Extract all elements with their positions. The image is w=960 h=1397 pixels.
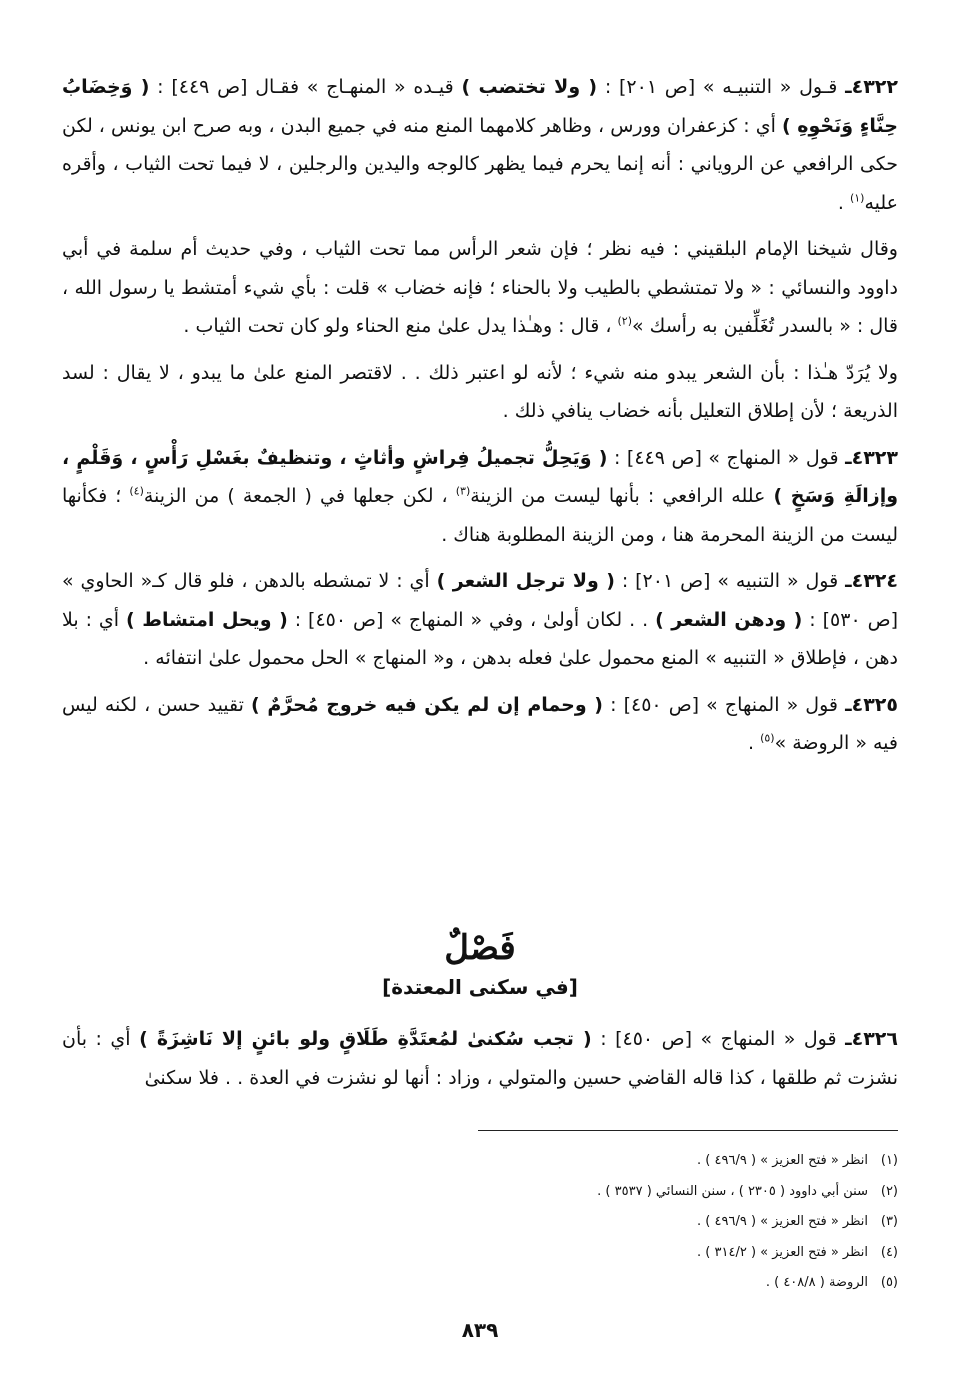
quoted-matn: ( ودهن الشعر ): [655, 608, 803, 631]
text-run: .: [747, 732, 761, 754]
text-run: علله الرافعي : بأنها ليست من الزينة: [470, 485, 766, 507]
paragraph-4326: [62, 1020, 898, 1097]
footnote-ref[interactable]: (٥): [760, 731, 775, 745]
footnote-3: [478, 1207, 898, 1238]
footnote-text: سنن أبي داوود ( ٢٣٠٥ ) ، سنن النسائي ( ٣٥٣٧ ) .: [597, 1183, 868, 1199]
entry-number: ٤٣٢٥ـ: [845, 693, 898, 716]
footnote-text: الروضة ( ٤٠٨/٨ ) .: [765, 1275, 868, 1290]
text-run: قول « المنهاج » [ص ٤٥٠] :: [603, 693, 838, 716]
text-run: ، لكن جعلها في ( الجمعة ) من الزينة: [143, 485, 456, 507]
paragraph-objection: [62, 354, 898, 431]
text-run: أي : لا تمشطه بالدهن ، فلو قال كـ« الحاوي » [ص ٥٣٠] :: [62, 570, 898, 631]
text-run: وقال شيخنا الإمام البلقيني : فيه نظر ؛ فإن شعر الرأس مما تحت الثياب ، وفي حديث أم سلمة في أبي داوود والنسائي : « ولا تمتشطي بالطيب ولا بالحناء ؛ فإنه خضاب » قلت : بأي شيء أمتشط يا رسول الله ، قال : « بالسدر تُغَلِّفين به رأسك »: [62, 238, 898, 337]
quoted-matn: ( ويحل امتشاط ): [126, 608, 288, 631]
footnote-5: [478, 1268, 898, 1299]
text-run: ؛ فكأنها ليست من الزينة المحرمة هنا ، ومن الزينة المطلوبة هناك .: [62, 485, 898, 546]
footnote-mark: (٤): [880, 1244, 898, 1260]
text-run: قـول « التنبيـه » [ص ٢٠١] :: [597, 76, 838, 98]
footnote-text: انظر « فتح العزيز » ( ٤٩٦/٩ ) .: [697, 1153, 868, 1168]
footnote-mark: (٥): [880, 1275, 898, 1290]
footnote-text: انظر « فتح العزيز » ( ٤٩٦/٩ ) .: [697, 1214, 868, 1229]
text-run: أي : كزعفران وورس ، وظاهر كلامهما المنع منه في جميع البدن ، وبه صرح ابن يونس ، لكن حكى الرافعي عن الروياني : أنه إنما يحرم فيما يظهر كالوجه واليدين والرجلين ، لا فيما تحت الثياب ، وأقره عليه: [62, 114, 898, 214]
quoted-matn: ( وحمام إن لم يكن فيه خروج مُحرَّمٌ ): [251, 693, 603, 716]
page-number: ٨٣٩: [461, 1318, 499, 1342]
footnote-1: [478, 1146, 898, 1177]
quoted-matn: ( ولا ترجل الشعر ): [436, 570, 615, 592]
footnote-ref[interactable]: (٢): [617, 314, 633, 328]
text-run: أي : بلا دهن ، فإطلاق « التنبيه » المنع محمول علىٰ فعله بدهن ، و« المنهاج » الحل محمول علىٰ انتفائه .: [62, 608, 898, 669]
text-run: أي : بأن نشزت ثم طلقها ، كذا قاله القاضي حسين والمتولي ، وزاد : أنها لو نشزت في العدة . . فلا سكنىٰ: [62, 1028, 898, 1089]
text-run: . . لكان أولىٰ ، وفي « المنهاج » [ص ٤٥٠] :: [287, 608, 649, 631]
text-run: ، قال : وهـٰذا يدل علىٰ منع الحناء ولو كان تحت الثياب .: [183, 315, 618, 337]
text-run: تقييد حسن ، لكنه ليس فيه « الروضة »: [62, 693, 898, 754]
footnote-mark: (٢): [880, 1183, 898, 1199]
paragraph-bulqini: [62, 230, 898, 346]
quoted-matn: ( وَيَحِلُّ تجميلُ فِراشٍ وأثاثٍ ، وتنظيفٌ بغَسْلِ رَأْسٍ ، وَقَلْمٍ ، وإزالَةِ وَسَخٍ ): [62, 446, 899, 507]
footnote-ref[interactable]: (٤): [129, 484, 144, 498]
footnote-divider: [478, 1130, 898, 1131]
quoted-matn: ( تجب سُكنىٰ لمُعتَدَّةِ طَلَاقٍ ولو بائنٍ إلا نَاشِزَةً ): [139, 1028, 592, 1050]
text-run: ولا يُرَدّ هـٰذا : بأن الشعر يبدو منه شيء ؛ لأنه لو اعتبر ذلك . . لاقتصر المنع علىٰ ما يبدو ، لا يقال : لسد الذريعة ؛ لأن إطلاق التعليل بأنه خضاب ينافي ذلك .: [62, 361, 898, 422]
section-text: [62, 1020, 898, 1105]
quoted-matn: ( ولا تختضب ): [461, 76, 598, 98]
main-text: [62, 68, 898, 771]
text-run: .: [837, 191, 850, 214]
footnote-2: [478, 1177, 898, 1208]
entry-number: ٤٣٢٤ـ: [845, 570, 898, 592]
footnotes: [478, 1146, 898, 1299]
footnote-ref[interactable]: (٣): [455, 484, 471, 498]
paragraph-4323: [62, 439, 898, 555]
text-run: قول « المنهاج » [ص ٤٤٩] :: [607, 446, 839, 469]
section-subtitle: [في سكنى المعتدة]: [382, 975, 578, 999]
quoted-matn: ( وَخِضَابُ حِنَّاءٍ وَنَحْوِهِ ): [62, 76, 898, 137]
paragraph-4322: [62, 68, 898, 222]
section-title: فَصْلٌ: [444, 928, 516, 968]
text-run: قيـده « المنهـاج » فقـال [ص ٤٤٩] :: [149, 76, 454, 98]
paragraph-4324: [62, 562, 898, 678]
footnote-text: انظر « فتح العزيز » ( ٣١٤/٢ ) .: [697, 1244, 868, 1260]
footnote-ref[interactable]: (١): [849, 191, 865, 205]
footnote-mark: (١): [880, 1153, 898, 1168]
footnote-mark: (٣): [880, 1214, 898, 1229]
section-heading: [62, 924, 898, 1002]
paragraph-4325: [62, 686, 898, 763]
entry-number: ٤٣٢٣ـ: [845, 446, 898, 469]
text-run: قول « المنهاج » [ص ٤٥٠] :: [591, 1028, 837, 1050]
text-run: قول « التنبيه » [ص ٢٠١] :: [614, 570, 839, 592]
entry-number: ٤٣٢٦ـ: [845, 1028, 898, 1050]
entry-number: ٤٣٢٢ـ: [845, 76, 898, 98]
footnote-4: [478, 1238, 898, 1269]
